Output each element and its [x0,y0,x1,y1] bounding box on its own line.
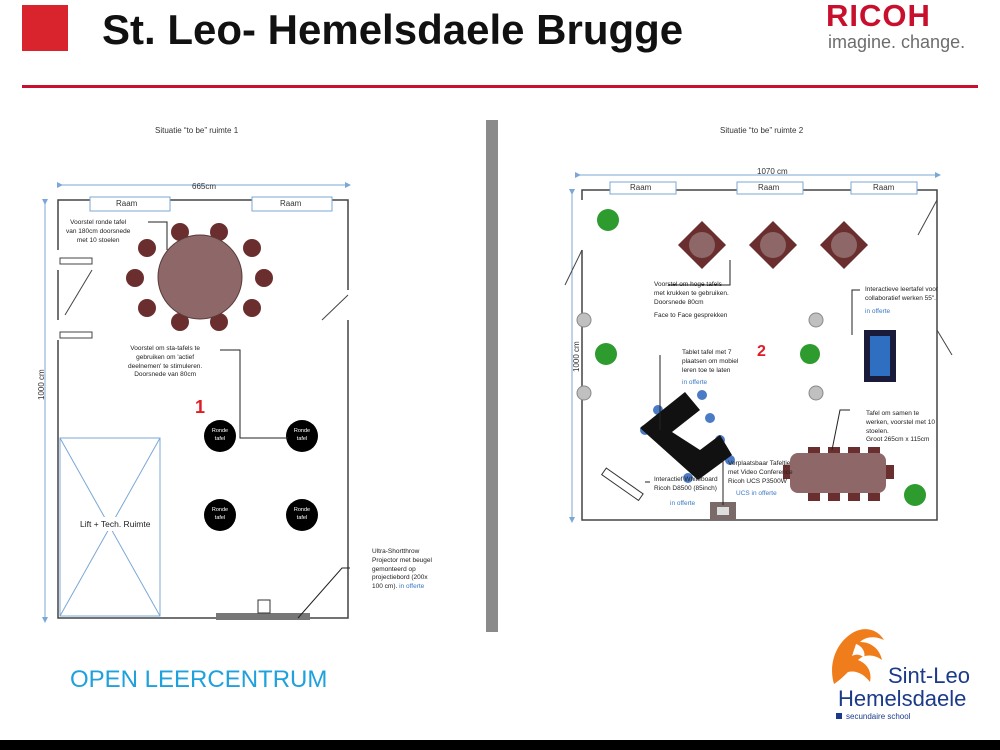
standing-table-label-3: Ronde tafel [211,507,229,521]
note-meeting-table: Tafel om samen te werken, voorstel met 10 stoelen. Groot 265cm x 115cm [866,410,936,444]
bottom-bar [0,740,1000,750]
round-table-10-chairs [126,223,273,331]
plan2-window-label-1: Raam [630,183,652,192]
room-2-number: 2 [757,343,766,360]
plan2-caption: Situatie “to be” ruimte 2 [720,126,804,135]
projector-board [216,600,310,620]
standing-table-label-1: Ronde tafel [211,428,229,442]
note-interactive-table: Interactieve leertafel voor collaboratief werken 55". in offerte [865,286,938,315]
high-tables [678,221,868,269]
ricoh-logo: RICOH [826,0,931,33]
plan1-window-label-2: Raam [280,199,302,208]
plan2-window-label-2: Raam [758,183,780,192]
note-video-table: Verplaatsbaar Tafeltje met Video Conference Ricoh UCS P3500W UCS in offerte [728,460,793,498]
note-tablet-table: Tablet tafel met 7 plaatsen om mobiel leren toe te laten in offerte [682,349,739,387]
school-name-line-2: Hemelsdaele [838,686,967,711]
note-round-table: Voorstel ronde tafel van 180cm doorsnede met 10 stoelen [66,219,131,244]
plan2-window-label-3: Raam [873,183,895,192]
interactive-whiteboard [602,468,643,500]
lift-tech-label: Lift + Tech. Ruimte [80,519,151,529]
school-name-line-1: Sint-Leo [888,663,970,688]
note-whiteboard: Interactief Whiteboard Ricoh D8500 (85inch) in offerte [654,476,718,507]
ricoh-tagline: imagine. change. [828,32,966,52]
note-projector: Ultra-Shortthrow Projector met beugel gemonteerd op projectiebord (200x 100 cm). in offerte [372,548,432,591]
header-divider [22,85,978,88]
plan1-width-label: 665cm [192,182,217,191]
note-high-tables: Voorstel om hoge tafels met krukken te gebruiken. Doorsnede 80cm Face to Face gesprekken [654,281,729,320]
plan2-height-label: 1000 cm [572,341,581,372]
plan-divider [486,120,498,632]
room-1-number: 1 [195,397,206,417]
plan1-caption: Situatie “to be” ruimte 1 [155,126,239,135]
note-standing-tables: Voorstel om sta-tafels te gebruiken om 'actief deelnemen' te stimuleren. Doorsnede van 80cm [128,345,203,379]
tablet-table-7-seats [640,390,735,483]
standing-table-label-2: Ronde tafel [293,428,311,442]
brand-square-icon [22,5,68,51]
plan2-width-label: 1070 cm [757,167,788,176]
page-title: St. Leo- Hemelsdaele Brugge [102,6,684,53]
lion-logo-icon [826,624,896,690]
standing-table-label-4: Ronde tafel [293,507,311,521]
meeting-table-10-chairs [783,447,894,501]
plan1-height-label: 1000 cm [37,369,46,400]
school-subtitle: secundaire school [846,712,911,721]
school-bullet-icon [836,713,842,719]
interactive-learning-table [864,330,896,382]
plan1-window-label-1: Raam [116,199,138,208]
open-leercentrum-label: OPEN LEERCENTRUM [70,666,328,693]
